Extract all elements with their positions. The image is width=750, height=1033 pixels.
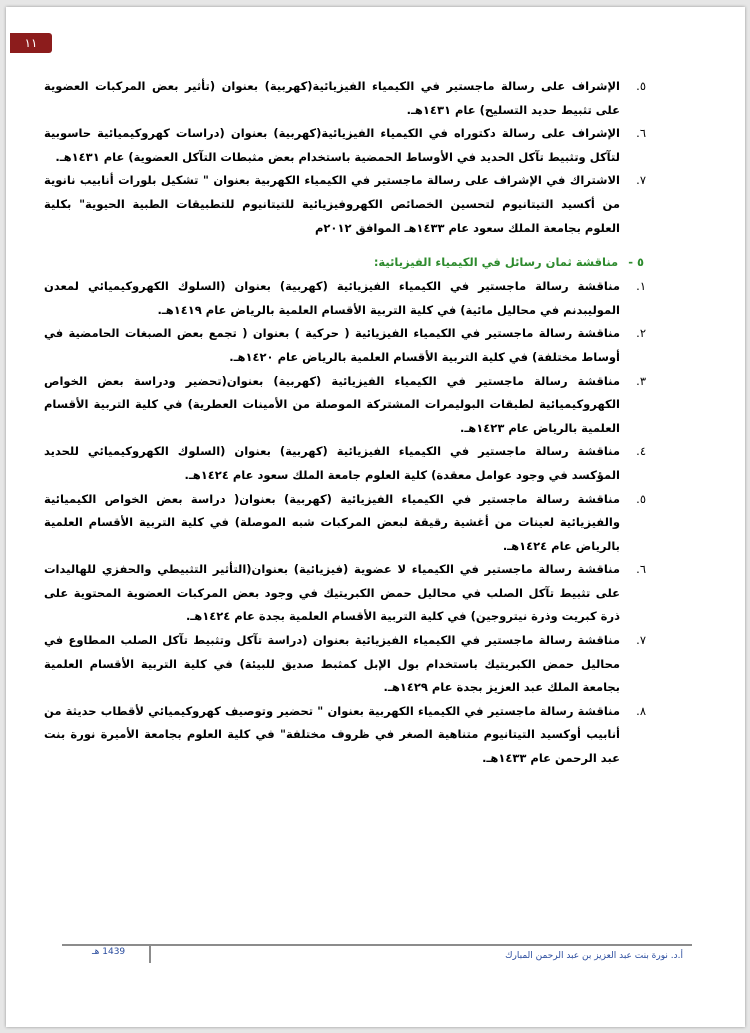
list-item	[44, 558, 650, 629]
list-item	[44, 629, 650, 700]
document-page	[6, 7, 745, 1027]
item-text: مناقشة رسالة ماجستير في الكيمياء الفيزيائية (كهربية) بعنوان( دراسة بعض الخواص الكيميائية والفيزيائية لعينات من أغشية رقيقة لبعض المركبات شبه الموصلة) في كلية التربية الأقسام العلمية بالرياض عام ١٤٢٤هـ.	[44, 491, 620, 553]
footer-divider	[62, 944, 692, 946]
footer-author: أ.د. نورة بنت عبد العزيز بن عبد الرحمن المبارك	[505, 951, 683, 961]
item-number: ٨.	[636, 703, 646, 718]
list-item	[44, 322, 650, 369]
item-number: ٥.	[636, 79, 646, 93]
item-number: ٦.	[636, 562, 646, 577]
item-text: مناقشة رسالة ماجستير في الكيمياء الفيزيائية بعنوان (دراسة تآكل وتثبيط تآكل الصلب المطاوع في محاليل حمض الكبريتيك باستخدام بول الإبل كمثبط صديق للبيئة) في كلية التربية الأقسام العلمية بجامعة الملك عبد العزيز بجدة عام ١٤٢٩هـ.	[44, 633, 620, 695]
section-bullet: ٥ -	[628, 255, 644, 270]
list-item	[44, 440, 650, 487]
item-text: الاشتراك في الإشراف على رسالة ماجستير في الكيمياء الكهربية بعنوان " تشكيل بلورات أنابيب نانوية من أكسيد التيتانيوم لتحسين الخصائص الكهروفيزيائية للتيتانيوم للتطبيقات الطبية الحيوية" بكلية العلوم بجامعة الملك سعود عام ١٤٣٣هـ الموافق ٢٠١٢م	[44, 173, 620, 235]
list-item	[44, 700, 650, 771]
item-number: ٣.	[636, 373, 646, 388]
item-text: مناقشة رسالة ماجستير في الكيمياء الكهربية بعنوان " تحضير وتوصيف كهروكيميائي لأقطاب حديثة من أنابيب أوكسيد التيتانيوم متناهية الصغر في ظروف مختلفة" في كلية العلوم بجامعة الأميرة نورة بنت عبد الرحمن عام ١٤٣٣هـ.	[44, 703, 620, 766]
list-item	[44, 122, 650, 169]
list-item	[44, 488, 650, 559]
item-number: ٦.	[636, 126, 646, 141]
item-text: مناقشة رسالة ماجستير في الكيمياء لا عضوية (فيزيائية) بعنوان(التأثير التثبيطي والحفزي للهاليدات على تثبيط تآكل الصلب في محاليل حمض الكبريتيك في وجود بعض المركبات العضوية المحتوية على ذرة كبريت وذرة نيتروجين) في كلية التربية الأقسام العلمية بجدة عام ١٤٢٤هـ.	[44, 562, 620, 624]
footer-divider-tick	[149, 944, 151, 963]
item-text: الإشراف على رسالة ماجستير في الكيمياء الفيزيائية(كهربية) بعنوان (تأثير بعض المركبات العضوية على تثبيط حديد التسليح) عام ١٤٣١هـ.	[44, 79, 620, 117]
item-number: ١.	[636, 279, 646, 294]
page-number-badge: ١١	[10, 33, 52, 53]
list-item	[44, 169, 650, 240]
item-text: مناقشة رسالة ماجستير في الكيمياء الفيزيائية (كهربية) بعنوان (السلوك الكهروكيميائي لمعدن الموليبدنم في محاليل مائية) في كلية التربية الأقسام العلمية بالرياض عام ١٤١٩هـ.	[44, 279, 620, 317]
list-item	[44, 75, 650, 122]
item-text: مناقشة رسالة ماجستير في الكيمياء الفيزيائية (كهربية) بعنوان (السلوك الكهروكيميائي للحديد المؤكسد في وجود عوامل معقدة) كلية العلوم جامعة الملك سعود عام ١٤٢٤هـ.	[44, 444, 620, 482]
item-number: ٢.	[636, 326, 646, 341]
list-item	[44, 370, 650, 441]
item-number: ٧.	[636, 633, 646, 648]
item-number: ٤.	[636, 444, 646, 459]
section-heading	[44, 251, 650, 273]
footer-year: 1439 هـ	[92, 947, 126, 957]
item-text: مناقشة رسالة ماجستير في الكيمياء الفيزيائية (كهربية) بعنوان(تحضير ودراسة بعض الخواص الكهروكيميائية لطبقات البوليمرات المشتركة الموصلة من الأمينات العطرية) في كلية التربية الأقسام العلمية بالرياض عام ١٤٢٣هـ.	[44, 373, 620, 435]
document-body	[44, 75, 650, 771]
item-text: الإشراف على رسالة دكتوراه في الكيمياء الفيزيائية(كهربية) بعنوان (دراسات كهروكيميائية حاسوبية لتآكل وتثبيط تآكل الحديد في الأوساط الحمضية باستخدام بعض مثبطات التآكل العضوية) عام ١٤٣١هـ.	[44, 126, 620, 164]
section-title: مناقشة ثمان رسائل في الكيمياء الفيزيائية:	[373, 255, 619, 270]
item-number: ٧.	[636, 173, 646, 188]
list-item	[44, 275, 650, 322]
item-number: ٥.	[636, 491, 646, 506]
item-text: مناقشة رسالة ماجستير في الكيمياء الفيزيائية ( حركية ) بعنوان ( تجمع بعض الصبغات الحامضية في أوساط مختلفة) في كلية التربية الأقسام العلمية بالرياض عام ١٤٢٠هـ.	[44, 326, 620, 364]
